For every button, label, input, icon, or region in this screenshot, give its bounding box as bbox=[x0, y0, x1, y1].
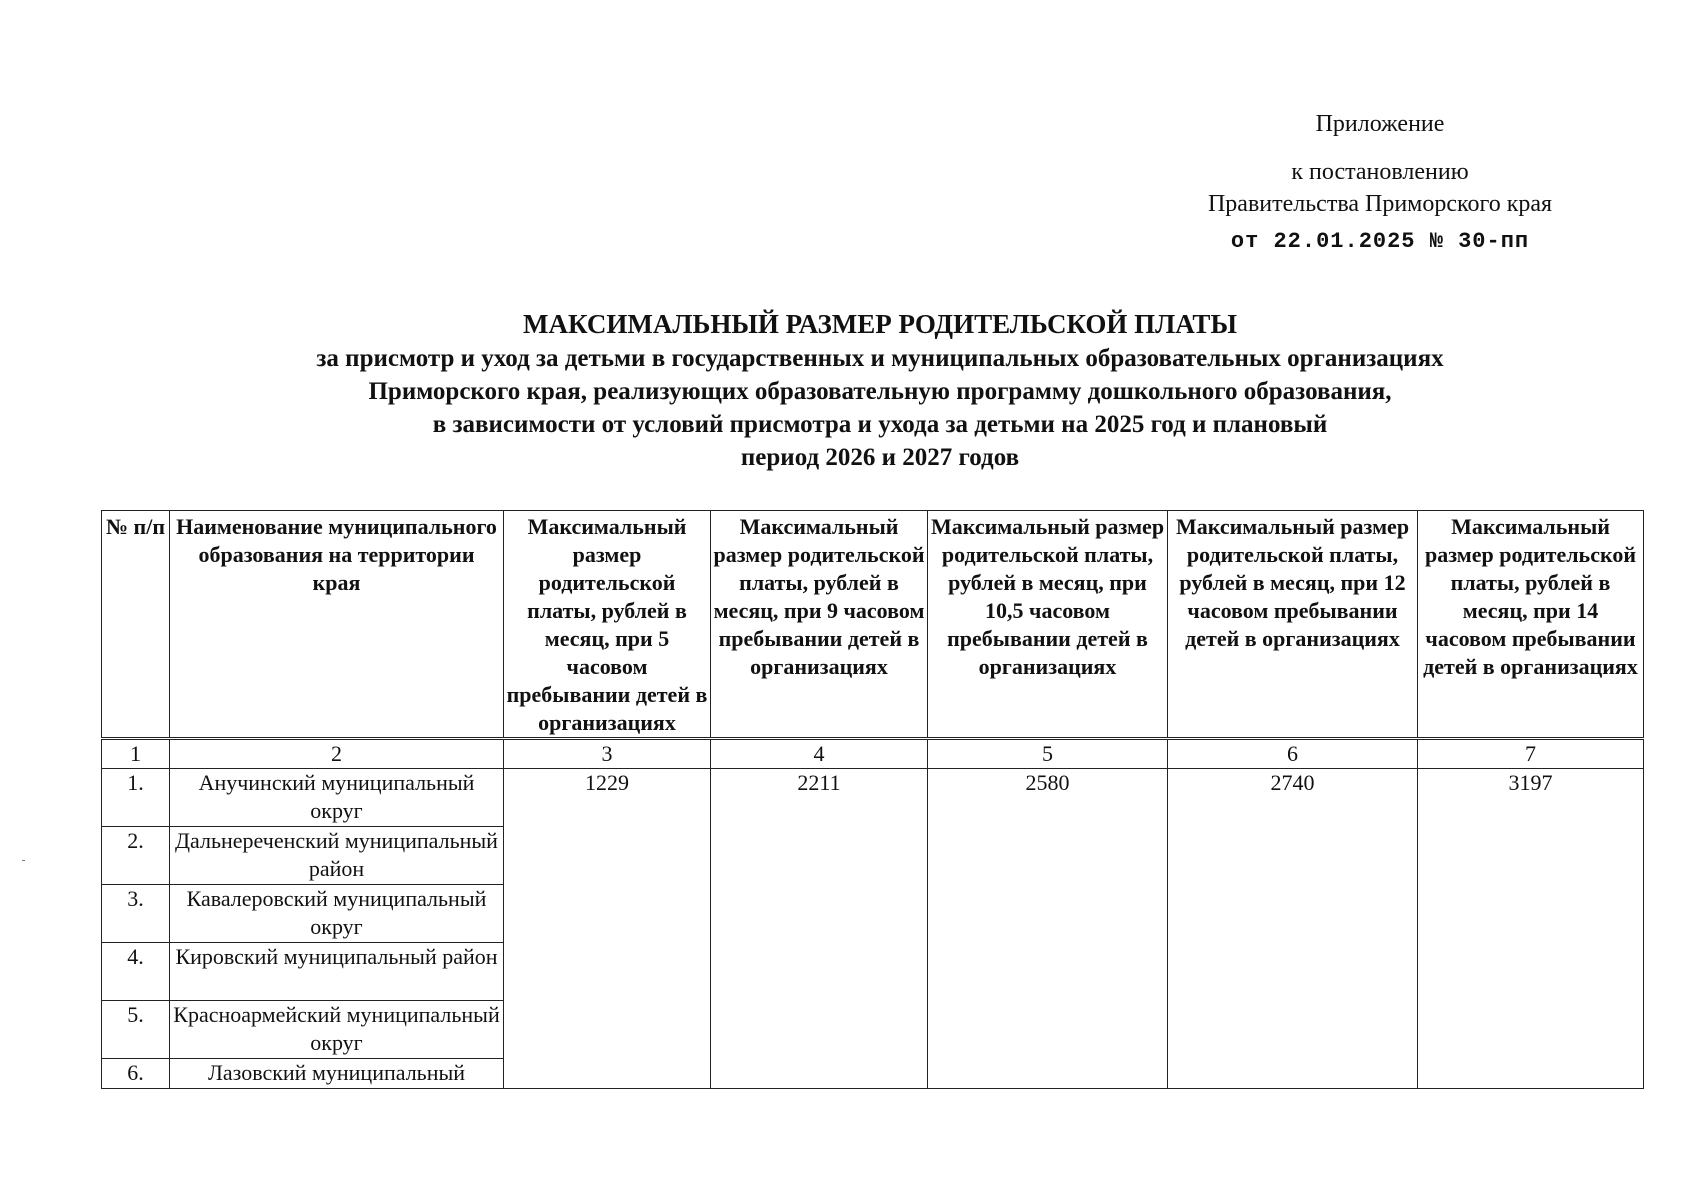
fee-14-hour: 3197 bbox=[1418, 769, 1644, 1089]
municipality-name: Анучинский муниципальный округ bbox=[170, 769, 504, 827]
date-number-stamp: от 22.01.2025 № 30-пп bbox=[1230, 229, 1530, 254]
municipality-name: Кавалеровский муниципальный округ bbox=[170, 885, 504, 943]
column-number: 3 bbox=[504, 739, 711, 769]
column-number-row bbox=[102, 739, 1644, 769]
title-line-1: за присмотр и уход за детьми в государственных и муниципальных образовательных организациях bbox=[316, 345, 1444, 372]
header-14-hour: Максимальный размер родительской платы, рублей в месяц, при 14 часовом пребывании детей в организациях bbox=[1418, 511, 1644, 739]
government-label: Правительства Приморского края bbox=[1207, 191, 1553, 217]
header-number: № п/п bbox=[102, 511, 170, 739]
title-line-4: период 2026 и 2027 годов bbox=[740, 444, 1020, 471]
title-line-3: в зависимости от условий присмотра и ухода за детьми на 2025 год и плановый bbox=[432, 411, 1328, 438]
row-number: 4. bbox=[102, 943, 170, 1001]
row-number: 5. bbox=[102, 1001, 170, 1059]
table-header-row bbox=[102, 511, 1644, 739]
fee-9-hour: 2211 bbox=[711, 769, 928, 1089]
column-number: 1 bbox=[102, 739, 170, 769]
header-10-5-hour: Максимальный размер родительской платы, рублей в месяц, при 10,5 часовом пребывании детей в организациях bbox=[928, 511, 1168, 739]
row-number: 1. bbox=[102, 769, 170, 827]
municipality-name: Дальнереченский муниципальный район bbox=[170, 827, 504, 885]
municipality-name: Лазовский муниципальный bbox=[170, 1059, 504, 1089]
row-number: 2. bbox=[102, 827, 170, 885]
row-number: 3. bbox=[102, 885, 170, 943]
column-number: 7 bbox=[1418, 739, 1644, 769]
fee-5-hour: 1229 bbox=[504, 769, 711, 1089]
municipality-name: Кировский муниципальный район bbox=[170, 943, 504, 1001]
column-number: 2 bbox=[170, 739, 504, 769]
title-main: МАКСИМАЛЬНЫЙ РАЗМЕР РОДИТЕЛЬСКОЙ ПЛАТЫ bbox=[523, 309, 1237, 339]
municipality-name: Красноармейский муниципальный округ bbox=[170, 1001, 504, 1059]
fee-table bbox=[101, 510, 1644, 1089]
header-9-hour: Максимальный размер родительской платы, рублей в месяц, при 9 часовом пребывании детей в организациях bbox=[711, 511, 928, 739]
row-number: 6. bbox=[102, 1059, 170, 1089]
scan-speck bbox=[22, 860, 25, 861]
fee-12-hour: 2740 bbox=[1168, 769, 1418, 1089]
header-12-hour: Максимальный размер родительской платы, рублей в месяц, при 12 часовом пребывании детей в организациях bbox=[1168, 511, 1418, 739]
column-number: 6 bbox=[1168, 739, 1418, 769]
fee-10-5-hour: 2580 bbox=[928, 769, 1168, 1089]
document-title bbox=[180, 308, 1580, 474]
resolution-label: к постановлению bbox=[1291, 159, 1469, 185]
header-5-hour: Максимальный размер родительской платы, рублей в месяц, при 5 часовом пребывании детей в организациях bbox=[504, 511, 711, 739]
appendix-label: Приложение bbox=[1315, 111, 1445, 137]
table-row bbox=[102, 769, 1644, 827]
column-number: 4 bbox=[711, 739, 928, 769]
header-municipality: Наименование муниципального образования на территории края bbox=[170, 511, 504, 739]
column-number: 5 bbox=[928, 739, 1168, 769]
title-line-2: Приморского края, реализующих образовательную программу дошкольного образования, bbox=[368, 378, 1392, 405]
